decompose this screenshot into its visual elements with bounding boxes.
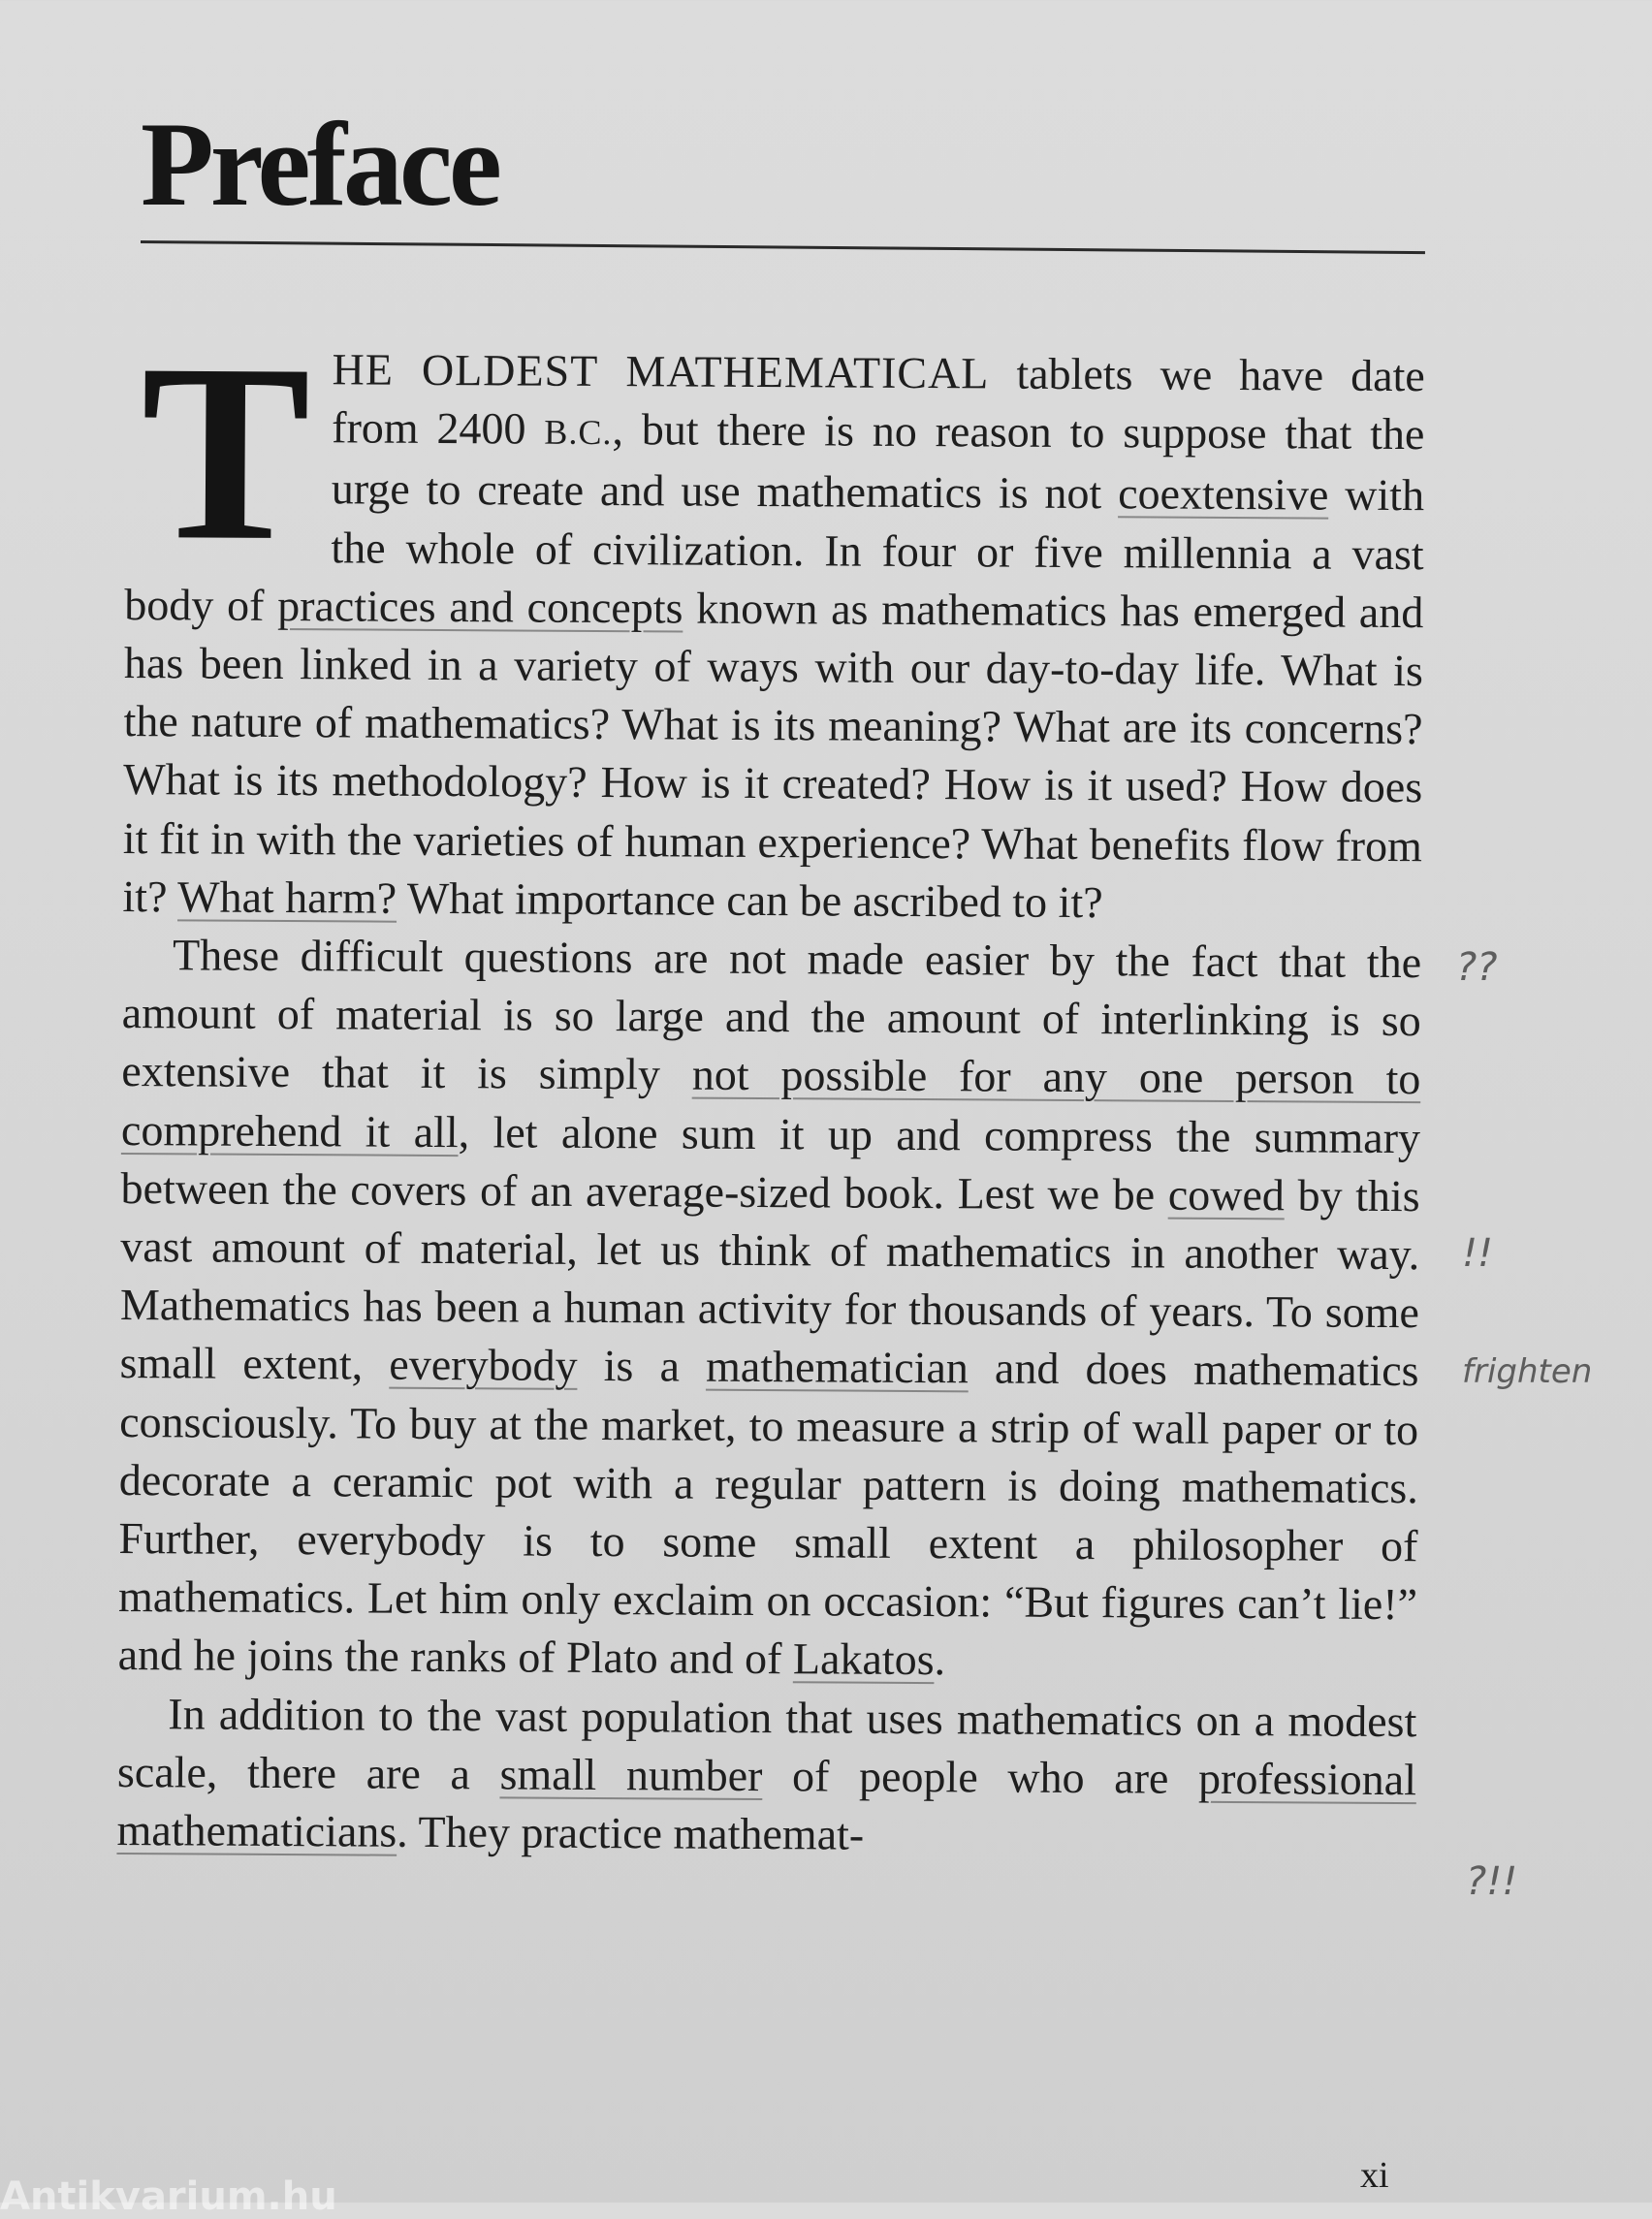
text-run: These difficult questions are not made easier by the fact that the amount of material is so large and the amount of interlinking is so extensive that it is simply: [121, 930, 1422, 1100]
paragraph-1: [122, 311, 1425, 934]
watermark: Antikvarium.hu: [0, 2174, 337, 2219]
margin-note: ?!!: [1466, 1859, 1518, 1904]
underlined-phrase: What harm?: [176, 872, 397, 923]
underlined-phrase: coextensive: [1118, 468, 1329, 520]
paragraph-3: [116, 1685, 1416, 1868]
text-run: In addition to the vast population that uses mathematics on a modest scale, there are a: [116, 1688, 1417, 1799]
text-run: . They practice mathemat-: [397, 1806, 865, 1859]
underlined-phrase: Lakatos: [792, 1633, 935, 1685]
text-run: is a: [577, 1341, 707, 1392]
lead-in: HE OLDEST MATHEMATICAL: [332, 344, 990, 398]
underlined-phrase: small number: [499, 1749, 763, 1800]
text-run: .: [934, 1634, 946, 1685]
margin-note: !!: [1462, 1231, 1494, 1276]
drop-cap: T: [140, 311, 311, 594]
text-run: and does mathematics consciously. To buy at the market, to measure a strip of wall paper or to decorate a ceramic pot with a regular pattern is doing mathematics. Further, everybody is to some small extent a philosopher of mathematics. Let him only exclaim on occasion: “But figures can’t lie!” and he joins the ranks of Plato and of: [117, 1343, 1419, 1684]
text-run: of people who are: [762, 1750, 1199, 1803]
era-abbreviation: B.C.: [544, 412, 613, 453]
underlined-phrase: cowed: [1167, 1169, 1286, 1220]
margin-note: frighten: [1462, 1352, 1593, 1391]
page-number: xi: [1360, 2155, 1389, 2196]
text-run: known as mathematics has emerged and has been linked in a variety of ways with our day-to-day life. What is the nature of mathematics? What is its meaning? What are its concerns? What is its methodology? How is it created? How is it used? How does it fit in with the varieties of human experience? What benefits flow from it?: [122, 583, 1424, 922]
margin-note: ??: [1456, 945, 1498, 990]
title-rule: [141, 240, 1425, 254]
page-title: Preface: [141, 98, 498, 231]
underlined-phrase: everybody: [389, 1340, 578, 1391]
text-run: with the whole of civilization. In four or five millennia a vast body of: [124, 469, 1425, 630]
underlined-phrase: practices and concepts: [277, 580, 683, 633]
underlined-phrase: mathematician: [705, 1342, 969, 1393]
text-run: tablets we have date from 2400: [332, 348, 1425, 454]
text-run: , let alone sum it up and compress the summary between the covers of an average-sized book. Lest we be: [120, 1106, 1421, 1220]
text-run: , but there is no reason to suppose that the urge to create and use mathematics is not: [331, 404, 1425, 519]
underlined-phrase: professional mathematicians: [116, 1753, 1417, 1856]
text-run: by this vast amount of material, let us think of mathematics in another way. Mathematics has been a human activity for thousands of years. To some small extent,: [119, 1170, 1420, 1390]
body-text: [116, 311, 1425, 1867]
paragraph-2: [118, 926, 1422, 1693]
text-run: What importance can be ascribed to it?: [397, 872, 1103, 927]
underlined-phrase: not possible for any one person to comprehend it all: [120, 1050, 1421, 1157]
